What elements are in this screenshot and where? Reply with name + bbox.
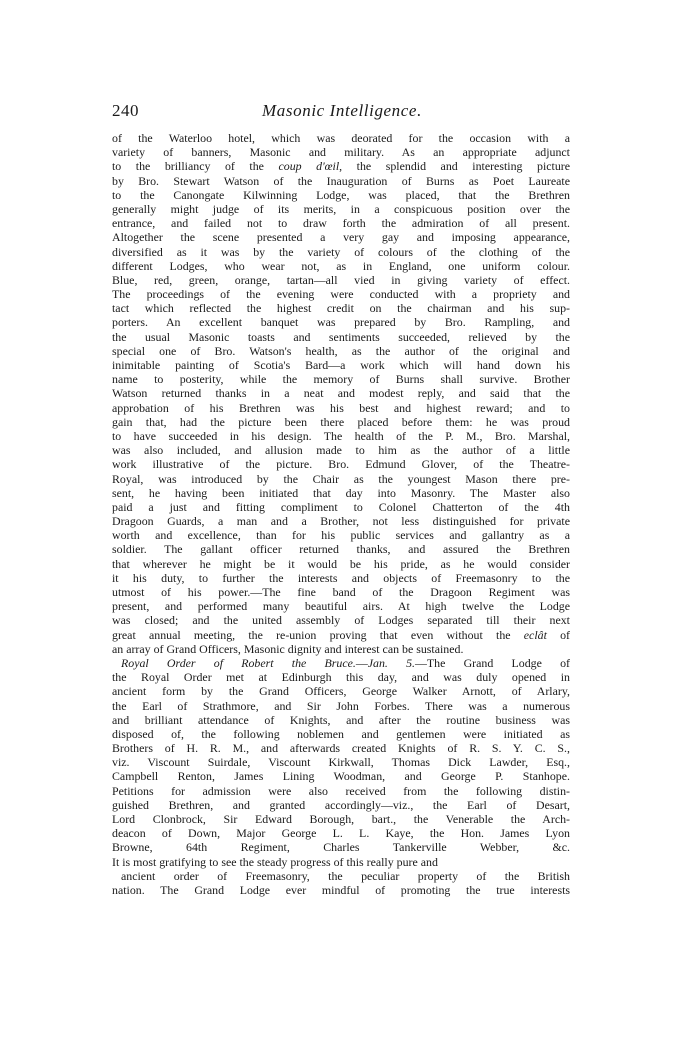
text-line: Campbell Renton, James Lining Woodman, and George P. Stanhope. <box>112 769 570 784</box>
text-line: it his duty, to further the interests and objects of Freemasonry to the <box>112 570 570 585</box>
text-line: by Bro. Stewart Watson of the Inauguration of Burns as Poet Laureate <box>112 173 570 188</box>
text-line: to the Canongate Kilwinning Lodge, was placed, that the Brethren <box>112 187 570 202</box>
text-line: great annual meeting, the re-union proving that even without the eclât of <box>112 627 570 642</box>
section-heading-line: Royal Order of Robert the Bruce.—Jan. 5.—The Grand Lodge of <box>121 655 570 670</box>
text-line: ancient order of Freemasonry, the peculiar property of the British <box>121 868 570 883</box>
text-line: nation. The Grand Lodge ever mindful of promoting the true interests <box>112 882 570 897</box>
text-line: name to posterity, while the memory of Burns shall survive. Brother <box>112 372 570 387</box>
text-line: was closed; and the united assembly of Lodges separated till their next <box>112 613 570 628</box>
text-line: ancient form by the Grand Officers, George Walker Arnott, of Arlary, <box>112 684 570 699</box>
text-line: special one of Bro. Watson's health, as the author of the original and <box>112 343 570 358</box>
text-line: approbation of his Brethren was his best and highest reward; and to <box>112 400 570 415</box>
text-line: the Earl of Strathmore, and Sir John Forbes. There was a numerous <box>112 698 570 713</box>
text-line: tact which reflected the highest credit on the chairman and his sup- <box>112 301 570 316</box>
text-line: It is most gratifying to see the steady progress of this really pure and <box>112 854 438 869</box>
text-line: to the brilliancy of the coup d'œil, the splendid and interesting picture <box>112 159 570 174</box>
text-line: and brilliant attendance of Knights, and after the routine business was <box>112 712 570 727</box>
text-line: work illustrative of the picture. Bro. Edmund Glover, of the Theatre- <box>112 457 570 472</box>
text-line: Royal, was introduced by the Chair as the youngest Mason there pre- <box>112 471 570 486</box>
text-line: guished Brethren, and granted accordingly—viz., the Earl of Desart, <box>112 797 570 812</box>
text-line: an array of Grand Officers, Masonic dignity and interest can be sustained. <box>112 641 464 656</box>
text-line: sent, he having been initiated that day into Masonry. The Master also <box>112 485 570 500</box>
body-text <box>112 131 570 897</box>
text-line: the usual Masonic toasts and sentiments succeeded, relieved by the <box>112 329 570 344</box>
text-line: The proceedings of the evening were conducted with a propriety and <box>112 287 570 302</box>
text-line: inimitable painting of Scotia's Bard—a work which will hand down his <box>112 358 570 372</box>
text-line: of the Waterloo hotel, which was deorated for the occasion with a <box>112 131 570 145</box>
text-line: generally might judge of its merits, in a conspicuous position over the <box>112 201 570 216</box>
running-title: Masonic Intelligence. <box>262 101 422 120</box>
text-line: Lord Clonbrock, Sir Edward Borough, bart., the Venerable the Arch- <box>112 812 570 826</box>
text-line: diversified as it was by the variety of colours of the clothing of the <box>112 244 570 259</box>
page-number: 240 <box>112 101 139 120</box>
text-line: Browne, 64th Regiment, Charles Tankerville Webber, &c. <box>112 840 570 855</box>
text-line: Brothers of H. R. M., and afterwards created Knights of R. S. Y. C. S., <box>112 741 570 756</box>
text-line: variety of banners, Masonic and military. As an appropriate adjunct <box>112 145 570 160</box>
text-line: porters. An excellent banquet was prepared by Bro. Rampling, and <box>112 315 570 330</box>
text-line: deacon of Down, Major George L. L. Kaye, the Hon. James Lyon <box>112 826 570 841</box>
page-header <box>112 101 570 125</box>
text-line: disposed of, the following noblemen and gentlemen were initiated as <box>112 726 570 741</box>
text-line: to have succeeded in his design. The health of the P. M., Bro. Marshal, <box>112 428 570 443</box>
text-line: Altogether the scene presented a very gay and imposing appearance, <box>112 230 570 245</box>
text-line: that wherever he might be it would be his pride, as he would consider <box>112 556 570 571</box>
text-line: Dragoon Guards, a man and a Brother, not less distinguished for private <box>112 514 570 529</box>
text-line: worth and excellence, than for his public services and gallantry as a <box>112 528 570 543</box>
text-line: Blue, red, green, orange, tartan—all vied in giving variety of effect. <box>112 272 570 287</box>
text-line: Watson returned thanks in a neat and modest reply, and said that the <box>112 386 570 401</box>
text-line: entrance, and failed not to draw forth the admiration of all present. <box>112 216 570 231</box>
text-line: gain that, had the picture been there placed before them: he was proud <box>112 414 570 429</box>
text-line: viz. Viscount Suirdale, Viscount Kirkwall, Thomas Dick Lawder, Esq., <box>112 755 570 770</box>
text-line: present, and performed many beautiful airs. At high twelve the Lodge <box>112 599 570 614</box>
text-line: paid a just and fitting compliment to Colonel Chatterton of the 4th <box>112 499 570 514</box>
text-line: was also included, and allusion made to him as the author of a little <box>112 443 570 458</box>
text-line: Petitions for admission were also received from the following distin- <box>112 783 570 798</box>
text-line: the Royal Order met at Edinburgh this day, and was duly opened in <box>112 670 570 685</box>
text-line: different Lodges, who wear not, as in England, one uniform colour. <box>112 258 570 273</box>
text-line: soldier. The gallant officer returned thanks, and assured the Brethren <box>112 542 570 557</box>
text-line: utmost of his power.—The fine band of the Dragoon Regiment was <box>112 585 570 599</box>
